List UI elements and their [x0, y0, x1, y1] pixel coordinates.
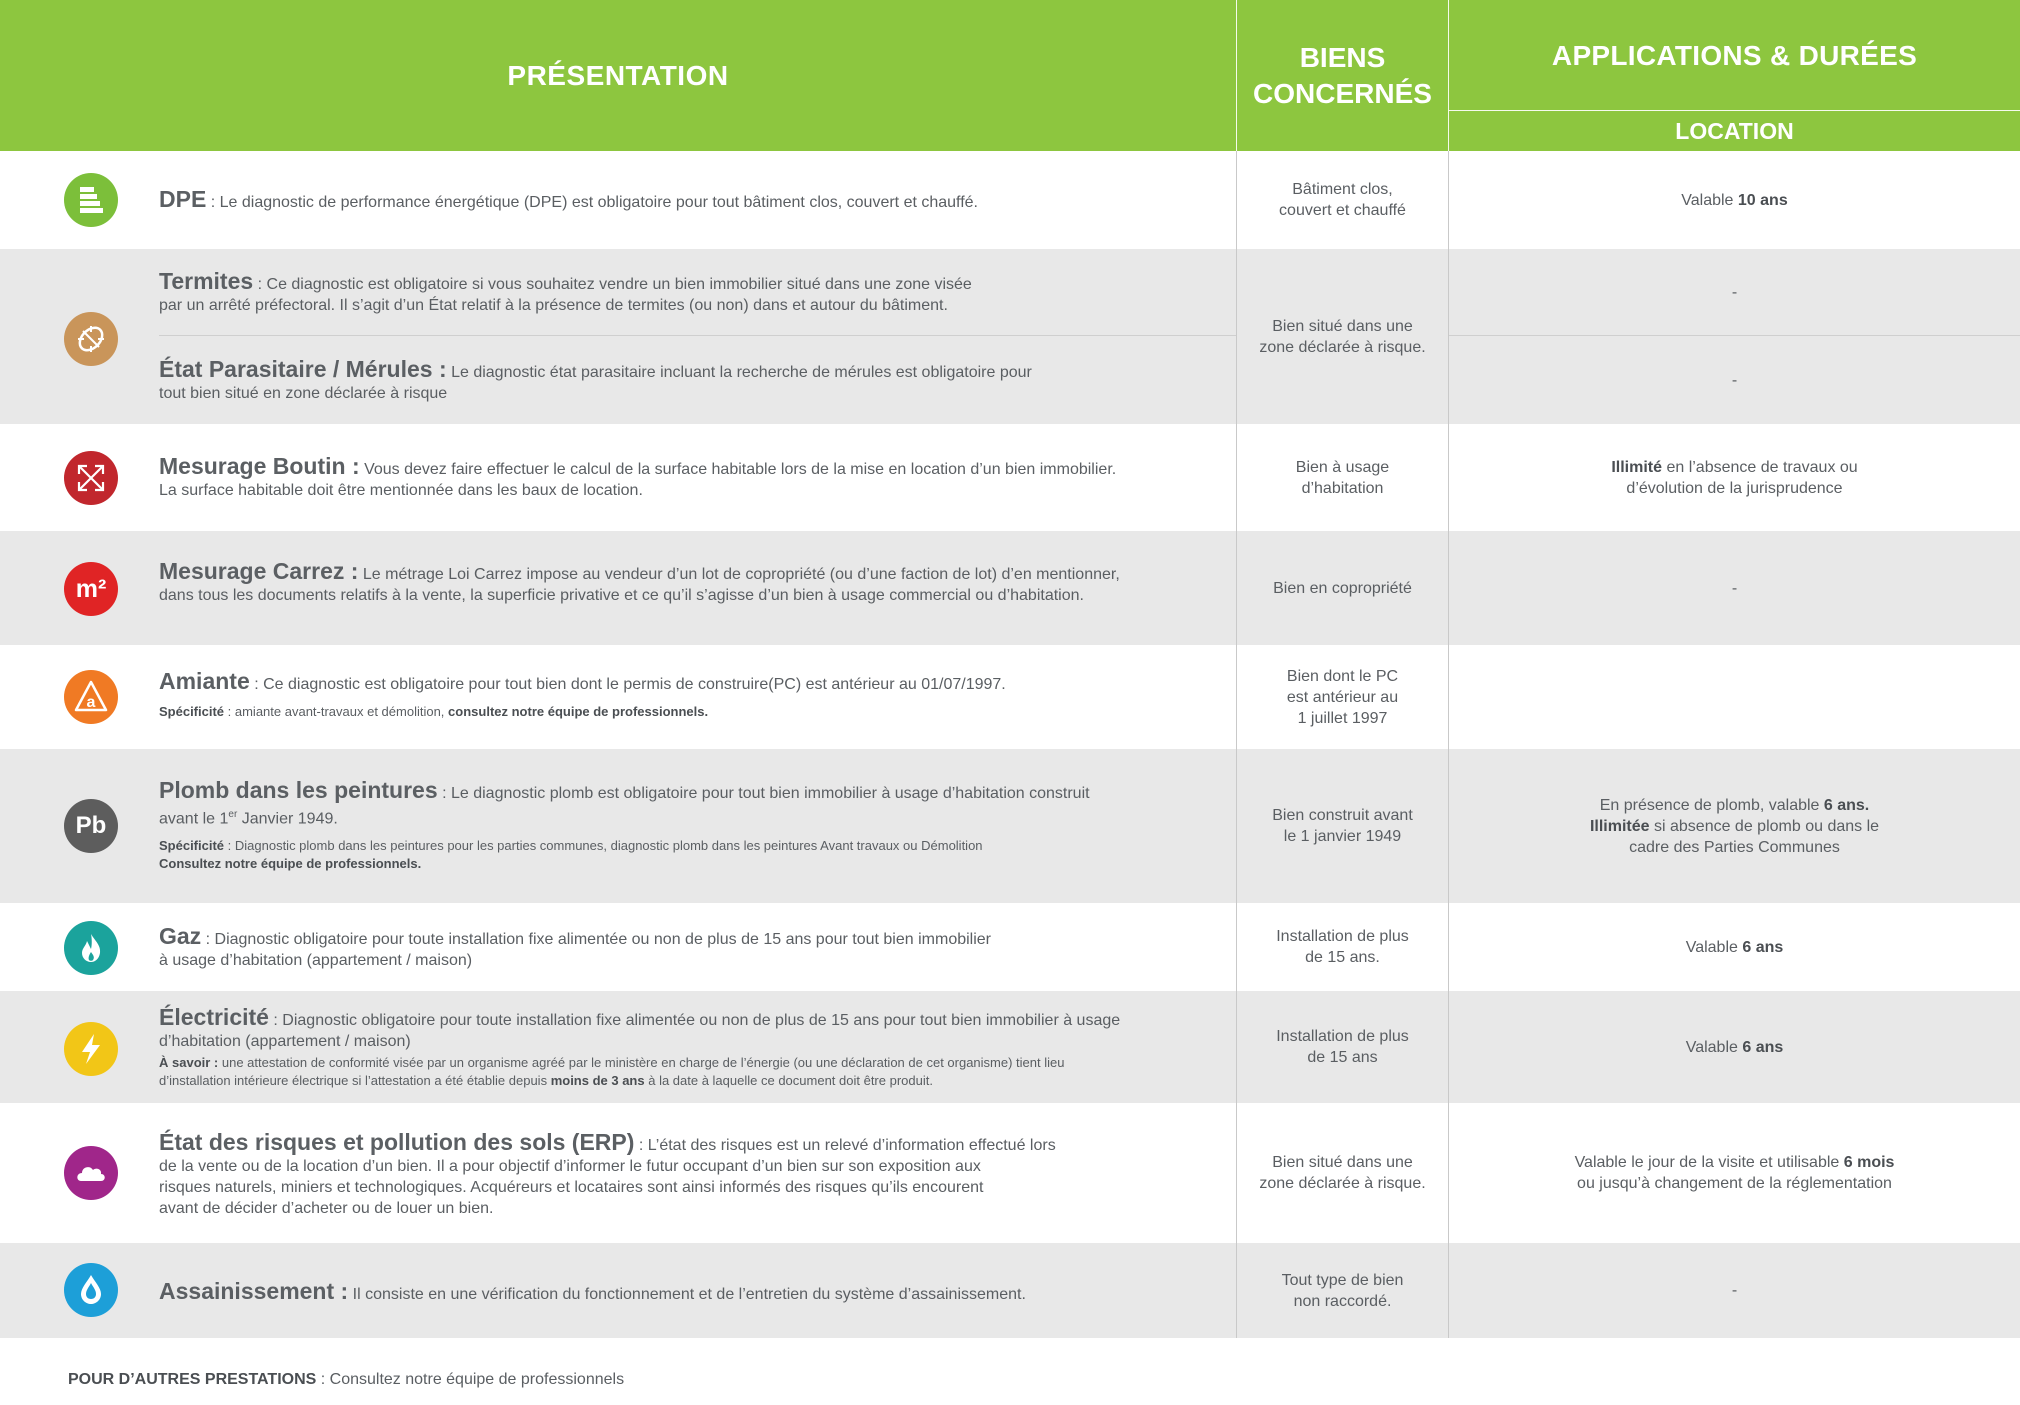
- header-subdivider: [1449, 110, 2020, 111]
- amiante-description: Amiante : Ce diagnostic est obligatoire pour tout bien dont le permis de construire(PC) est antérieur au 01/07/1997. Spécificité : amiante avant-travaux et démolition, consultez notre équipe de professionnels.: [159, 671, 1209, 721]
- erp-duree: Valable le jour de la visite et utilisable 6 mois ou jusqu’à changement de la réglementation: [1574, 1154, 1895, 1192]
- carrez-duree: -: [1731, 579, 1738, 597]
- assainissement-duree: -: [1731, 1282, 1738, 1299]
- termites-description: Termites : Ce diagnostic est obligatoire si vous souhaitez vendre un bien immobilier situé dans une zone visée par un arrêté préfectoral. Il s’agit d’un État relatif à la présence de termites (ou non) dans et autour du bâtiment.: [159, 268, 972, 314]
- asbestos-icon-letter: a: [86, 694, 96, 711]
- gaz-description: Gaz : Diagnostic obligatoire pour toute installation fixe alimentée ou non de plus de 15 ans pour tout bien immobilier à usage d’habitation (appartement / maison): [159, 923, 991, 969]
- termite-icon: [64, 312, 118, 366]
- row-assainissement: [0, 1243, 2020, 1338]
- column-divider: [1448, 151, 1449, 1338]
- plomb-biens: Bien construit avant le 1 janvier 1949: [1272, 807, 1413, 845]
- dpe-description: DPE : Le diagnostic de performance énergétique (DPE) est obligatoire pour tout bâtiment clos, couvert et chauffé.: [159, 186, 978, 212]
- asbestos-warning-icon: [64, 670, 118, 724]
- termites-biens: Bien situé dans une zone déclarée à risque.: [1259, 317, 1426, 356]
- row-erp: [0, 1103, 2020, 1243]
- dpe-duree: Valable 10 ans: [1681, 191, 1788, 209]
- carrez-description: Mesurage Carrez : Le métrage Loi Carrez impose au vendeur d’un lot de copropriété (ou d’une faction de lot) d’en mentionner, dans tous les documents relatifs à la vente, la superficie privative et ce qu’il s’agisse d’un bien à usage commercial ou d’habitation.: [159, 558, 1120, 604]
- erp-title: État des risques et pollution des sols (ERP): [159, 1129, 635, 1155]
- erp-biens: Bien situé dans une zone déclarée à risque.: [1259, 1154, 1426, 1192]
- amiante-title: Amiante: [159, 668, 250, 694]
- lightning-icon: [64, 1022, 118, 1076]
- dpe-title: DPE: [159, 186, 207, 212]
- electricite-description: Électricité : Diagnostic obligatoire pour toute installation fixe alimentée ou non de plus de 15 ans pour tout bien immobilier à usage d’habitation (appartement / maison) À savoir : une attestation de conformité visée par un organisme agréé par le ministère en charge de l’énergie (ou une déclaration de cet organisme) tient lieu d’installation intérieure électrique si l’attestation a été établie depuis moins de 3 ans à la date à laquelle ce document doit être produit.: [159, 1007, 1209, 1090]
- boutin-description: Mesurage Boutin : Vous devez faire effectuer le calcul de la surface habitable lors de la mise en location d’un bien immobilier. La surface habitable doit être mentionnée dans les baux de location.: [159, 453, 1117, 499]
- header-biens-line2: CONCERNÉS: [1253, 77, 1432, 109]
- assainissement-biens: Tout type de bien non raccordé.: [1281, 1271, 1404, 1310]
- parasitaire-description: État Parasitaire / Mérules : Le diagnostic état parasitaire incluant la recherche de mérules est obligatoire pour tout bien situé en zone déclarée à risque: [159, 356, 1032, 402]
- row-carrez: [0, 531, 2020, 645]
- header-applications: APPLICATIONS & DURÉES: [1551, 39, 1918, 71]
- electricite-biens: Installation de plus de 15 ans: [1276, 1028, 1409, 1066]
- lead-pb-icon: Pb: [64, 799, 118, 853]
- row-termites-parasitaire: [0, 249, 2020, 424]
- footer-note: POUR D’AUTRES PRESTATIONS : Consultez notre équipe de professionnels: [68, 1371, 625, 1388]
- header-location: LOCATION: [1675, 118, 1794, 144]
- gaz-biens: Installation de plus de 15 ans.: [1276, 928, 1409, 966]
- assainissement-title: Assainissement :: [159, 1278, 349, 1304]
- expand-arrows-icon: [64, 451, 118, 505]
- boutin-duree: Illimité en l’absence de travaux ou d’évolution de la jurisprudence: [1611, 458, 1858, 497]
- plomb-duree: En présence de plomb, valable 6 ans. Illimitée si absence de plomb ou dans le cadre des Parties Communes: [1589, 796, 1880, 856]
- table-header: [0, 0, 2020, 151]
- termites-title: Termites: [159, 268, 254, 294]
- footer-label: POUR D’AUTRES PRESTATIONS: [68, 1371, 317, 1388]
- parasitaire-title: État Parasitaire / Mérules :: [159, 356, 447, 382]
- plomb-specificite: Spécificité : Diagnostic plomb dans les peintures pour les parties communes, diagnostic plomb dans les peintures Avant travaux ou Démolition: [159, 838, 983, 854]
- dpe-bars-icon: [64, 173, 118, 227]
- carrez-biens: Bien en copropriété: [1273, 579, 1412, 597]
- square-meter-icon: m²: [64, 562, 118, 616]
- header-biens-line1: BIENS: [1299, 41, 1386, 73]
- parasitaire-duree: -: [1731, 371, 1738, 389]
- row-separator: [159, 335, 1237, 336]
- carrez-title: Mesurage Carrez :: [159, 558, 359, 584]
- boutin-biens: Bien à usage d’habitation: [1295, 458, 1390, 497]
- row-amiante: [0, 645, 2020, 749]
- cloud-icon: [64, 1146, 118, 1200]
- column-divider: [1236, 151, 1237, 1338]
- electricite-note: À savoir : une attestation de conformité visée par un organisme agréé par le ministère en charge de l’énergie (ou une déclaration de cet organisme) tient lieu: [159, 1055, 1065, 1070]
- row-gaz: [0, 903, 2020, 991]
- plomb-title: Plomb dans les peintures: [159, 777, 438, 803]
- boutin-title: Mesurage Boutin :: [159, 453, 360, 479]
- erp-description: État des risques et pollution des sols (ERP) : L’état des risques est un relevé d’information effectué lors de la vente ou de la location d’un bien. Il a pour objectif d’informer le futur occupant d’un bien sur son exposition aux risques naturels, miniers et technologiques. Acquéreurs et locataires sont ainsi informés des risques qu’ils encourent avant de décider d’acheter ou de louer un bien.: [159, 1129, 1056, 1217]
- flame-icon: [64, 921, 118, 975]
- electricite-title: Électricité: [159, 1004, 269, 1030]
- amiante-specificite: Spécificité : amiante avant-travaux et démolition, consultez notre équipe de professionnels.: [159, 704, 709, 719]
- row-plomb: [0, 749, 2020, 903]
- row-electricite: [0, 991, 2020, 1103]
- electricite-duree: Valable 6 ans: [1685, 1038, 1784, 1056]
- header-presentation: PRÉSENTATION: [507, 59, 729, 91]
- plomb-description: Plomb dans les peintures : Le diagnostic plomb est obligatoire pour tout bien immobilier à usage d’habitation construit avant le 1er Janvier 1949. Spécificité : Diagnostic plomb dans les peintures pour les parties communes, diagnostic plomb dans les peintures Avant travaux ou Démolition Consultez notre équipe de professionnels.: [159, 780, 1209, 873]
- assainissement-description: Assainissement : Il consiste en une vérification du fonctionnement et de l’entretien du système d’assainissement.: [159, 1278, 1026, 1304]
- gaz-duree: Valable 6 ans: [1685, 938, 1784, 956]
- gaz-title: Gaz: [159, 923, 202, 949]
- row-dpe: [0, 151, 2020, 249]
- dpe-biens: Bâtiment clos, couvert et chauffé: [1279, 181, 1406, 219]
- water-drop-icon: [64, 1263, 118, 1317]
- termites-duree: -: [1731, 283, 1738, 301]
- row-boutin: [0, 424, 2020, 531]
- header-biens: [1237, 0, 1448, 151]
- amiante-biens: Bien dont le PC est antérieur au 1 juillet 1997: [1286, 667, 1399, 727]
